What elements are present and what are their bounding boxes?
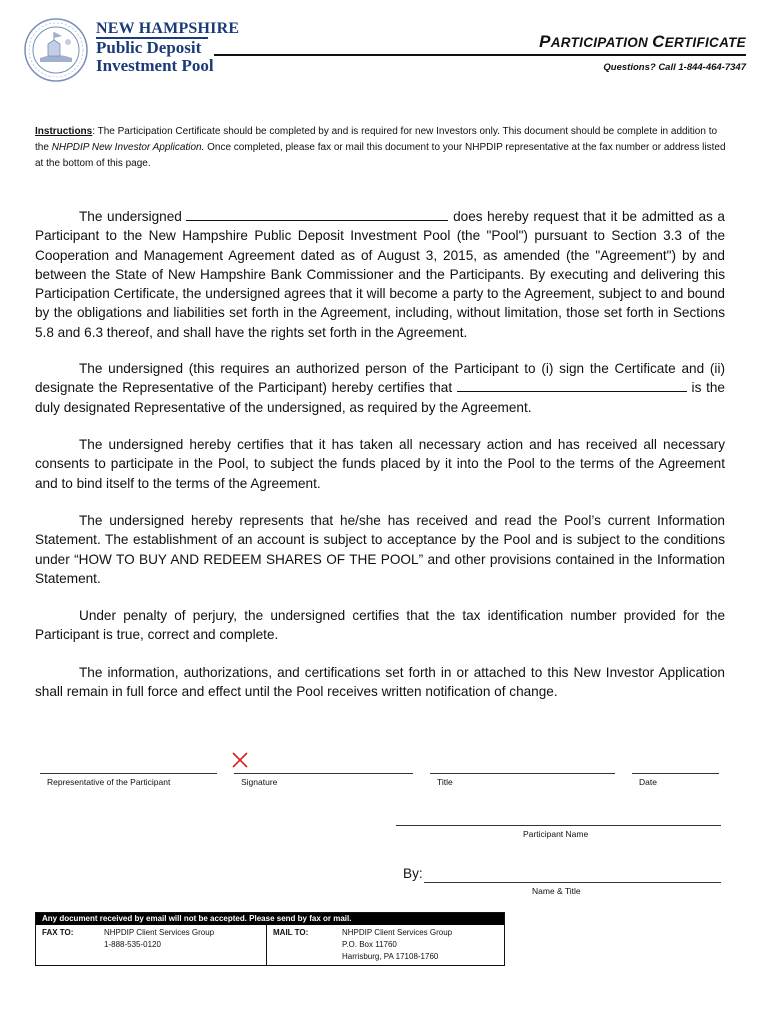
p1-start: The undersigned: [79, 209, 187, 224]
date-label: Date: [639, 777, 657, 787]
mail-po-box: P.O. Box 11760: [342, 940, 397, 949]
fax-box-header: Any document received by email will not be accepted. Please send by fax or mail.: [36, 913, 504, 925]
paragraph-consents: [35, 435, 725, 493]
title-underline: [214, 54, 746, 56]
p5-text: Under penalty of perjury, the undersigned certifies that the tax identification number provided for the Participant is true, correct and complete.: [35, 608, 725, 643]
date-line[interactable]: [632, 773, 719, 774]
signature-label: Signature: [241, 777, 278, 787]
p6-text: The information, authorizations, and certifications set forth in or attached to this New Investor Application shall remain in full force and effect until the Pool receives written notification of change.: [35, 665, 725, 700]
participant-name-label: Participant Name: [523, 829, 589, 839]
undersigned-name-field[interactable]: [186, 207, 448, 221]
p4-text: The undersigned hereby represents that he/she has received and read the Pool’s current Information Statement. The establishment of an account is subject to acceptance by the Pool and is subject to the conditions under “HOW TO BUY AND REDEEM SHARES OF THE POOL” and other provisions contained in the Information Statement.: [35, 513, 725, 586]
instructions-text2: Once completed, please fax or mail this document to your NHPDIP representative at the fax number or address listed at the bottom of this page.: [35, 142, 726, 169]
signature-line[interactable]: [234, 773, 413, 774]
by-label: By:: [403, 866, 423, 881]
paragraph-perjury: [35, 606, 725, 645]
paragraph-effect: [35, 663, 725, 702]
p2-rest: is the duly designated Representative of the undersigned, as required by the Agreement.: [35, 380, 725, 415]
fax-mail-box: [35, 912, 505, 966]
fax-recipient: NHPDIP Client Services Group: [104, 928, 215, 937]
title-label: Title: [437, 777, 453, 787]
representative-name-field[interactable]: [457, 378, 687, 392]
instructions-block: [35, 124, 733, 172]
instructions-italic: NHPDIP New Investor Application.: [51, 142, 205, 153]
sign-here-x-icon: [231, 751, 249, 769]
title-text-articipation: ARTICIPATION: [550, 35, 653, 50]
name-title-label: Name & Title: [532, 886, 581, 896]
title-initial-p: P: [539, 32, 551, 51]
p1-rest: does hereby request that it be admitted as a Participant to the New Hampshire Public Deposit Investment Pool (the "Pool") pursuant to Section 3.3 of the Cooperation and Management Agreement dated as of August 3, 2015, as amended (the "Agreement") by and between the State of New Hampshire Bank Commissioner and the Participants. By executing and delivering this Participation Certificate, the undersigned agrees that it will become a party to the Agreement, subject to and bound by the obligations and liabilities set forth in the Agreement, including, without limitation, those set forth in Sections 5.8 and 6.3 thereof, and shall have the rights set forth in the Agreement.: [35, 209, 725, 340]
representative-label: Representative of the Participant: [47, 777, 171, 787]
name-title-line[interactable]: [424, 882, 721, 883]
title-initial-c: C: [652, 32, 665, 51]
fax-number: 1-888-535-0120: [104, 940, 161, 949]
p2-start: The undersigned (this requires an authorized person of the Participant to (i) sign the Certificate and (ii) designate the Representative of the Participant) hereby certifies that: [35, 361, 725, 396]
org-name-line2: Public Deposit: [96, 38, 202, 57]
title-line[interactable]: [430, 773, 615, 774]
questions-phone: Questions? Call 1-844-464-7347: [603, 62, 746, 73]
mail-to-label: MAIL TO:: [273, 928, 309, 937]
document-title: [539, 32, 746, 52]
state-seal-logo: [24, 18, 88, 82]
paragraph-request: [35, 207, 725, 342]
paragraph-information-statement: [35, 511, 725, 588]
title-text-ertificate: ERTIFICATE: [664, 35, 746, 50]
representative-signature-line[interactable]: [40, 773, 217, 774]
fax-box-divider: [266, 925, 267, 966]
p3-text: The undersigned hereby certifies that it has taken all necessary action and has received all necessary consents to participate in the Pool, to subject the funds placed by it into the Pool to the terms of the Agreement and to bind itself to the terms of the Agreement.: [35, 437, 725, 491]
paragraph-representative: [35, 359, 725, 417]
participant-name-line[interactable]: [396, 825, 721, 826]
org-name-line1: NEW HAMPSHIRE: [96, 20, 240, 37]
instructions-label: Instructions: [35, 126, 93, 137]
org-name-line3: Investment Pool: [96, 56, 214, 75]
fax-to-label: FAX TO:: [42, 928, 74, 937]
mail-recipient: NHPDIP Client Services Group: [342, 928, 453, 937]
instructions-text1: : The Participation Certificate should be completed by and is required for new Investors only. This document should be complete in addition to the: [35, 126, 718, 153]
mail-city: Harrisburg, PA 17108-1760: [342, 952, 439, 961]
